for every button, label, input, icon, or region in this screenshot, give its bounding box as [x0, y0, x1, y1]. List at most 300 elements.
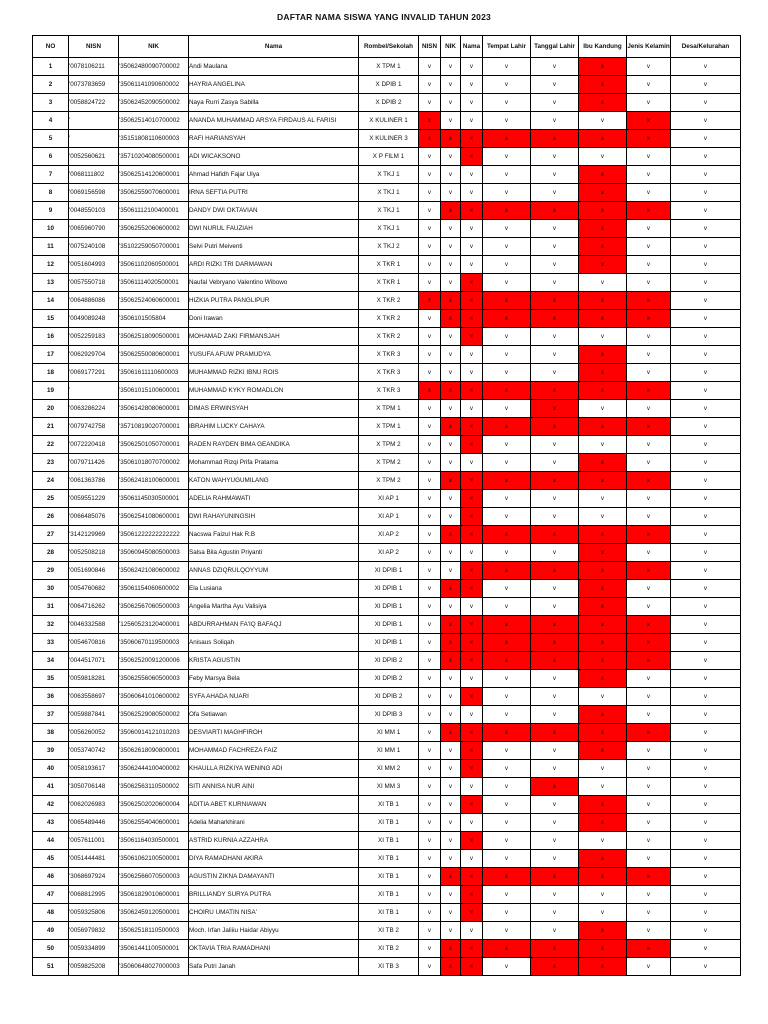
table-row [33, 616, 741, 634]
desa-kelurahan-check: v [671, 130, 741, 148]
rombel-cell: XI DPIB 2 [359, 688, 419, 706]
nik-check: v [441, 220, 461, 238]
rombel-cell: X KULINER 1 [359, 112, 419, 130]
nisn-check: v [419, 724, 441, 742]
jenis-kelamin-check: v [627, 148, 671, 166]
header-nisn: NISN [69, 36, 119, 58]
nama-check: x [461, 634, 483, 652]
rombel-cell: XI DPIB 1 [359, 616, 419, 634]
rombel-cell: XI TB 1 [359, 832, 419, 850]
nama-cell: Selvi Putri Meiventi [189, 238, 359, 256]
tanggal-lahir-check: v [531, 580, 579, 598]
ibu-kandung-check: v [579, 886, 627, 904]
rombel-cell: XI MM 3 [359, 778, 419, 796]
nik-check: v [441, 796, 461, 814]
row-number: 23 [33, 454, 69, 472]
tanggal-lahir-check: v [531, 436, 579, 454]
jenis-kelamin-check: v [627, 58, 671, 76]
nik-check: v [441, 814, 461, 832]
rombel-cell: X TPM 1 [359, 400, 419, 418]
ibu-kandung-check: x [579, 940, 627, 958]
table-row [33, 238, 741, 256]
tempat-lahir-check: v [483, 364, 531, 382]
nik-cell: '35062452090500002 [119, 94, 189, 112]
nik-check: v [441, 508, 461, 526]
tanggal-lahir-check: v [531, 364, 579, 382]
nik-cell: '35062529080500002 [119, 706, 189, 724]
ibu-kandung-check: x [579, 616, 627, 634]
table-row [33, 796, 741, 814]
row-number: 20 [33, 400, 69, 418]
nama-cell: Angelia Martha Ayu Valisiya [189, 598, 359, 616]
desa-kelurahan-check: v [671, 562, 741, 580]
table-row [33, 832, 741, 850]
jenis-kelamin-check: v [627, 742, 671, 760]
jenis-kelamin-check: v [627, 814, 671, 832]
ibu-kandung-check: x [579, 796, 627, 814]
nik-check: x [441, 580, 461, 598]
tempat-lahir-check: v [483, 598, 531, 616]
nik-cell: '35062567060500003 [119, 598, 189, 616]
nik-check: v [441, 346, 461, 364]
tempat-lahir-check: v [483, 886, 531, 904]
nik-cell: '35061145030500001 [119, 490, 189, 508]
desa-kelurahan-check: v [671, 454, 741, 472]
nisn-check: v [419, 490, 441, 508]
jenis-kelamin-check: v [627, 760, 671, 778]
tempat-lahir-check: v [483, 490, 531, 508]
nama-cell: Naufal Vebryano Valentino Wibowo [189, 274, 359, 292]
nik-cell: '35061015100600001 [119, 382, 189, 400]
nisn-cell: '0065960790 [69, 220, 119, 238]
nik-check: v [441, 832, 461, 850]
tanggal-lahir-check: v [531, 814, 579, 832]
nisn-cell: '0046332588 [69, 616, 119, 634]
desa-kelurahan-check: v [671, 850, 741, 868]
header-desa-kelurahan: Desa/Kelurahan [671, 36, 741, 58]
ibu-kandung-check: v [579, 778, 627, 796]
header-rombel: Rombel/Sekolah [359, 36, 419, 58]
jenis-kelamin-check: v [627, 274, 671, 292]
tempat-lahir-check: v [483, 688, 531, 706]
rombel-cell: XI TB 1 [359, 904, 419, 922]
nisn-check: v [419, 850, 441, 868]
jenis-kelamin-check: x [627, 418, 671, 436]
tempat-lahir-check: x [483, 202, 531, 220]
tempat-lahir-check: x [483, 652, 531, 670]
tempat-lahir-check: x [483, 940, 531, 958]
nama-check: x [461, 742, 483, 760]
rombel-cell: X TKJ 1 [359, 202, 419, 220]
nisn-check: v [419, 454, 441, 472]
nama-cell: ADELIA RAHMAWATI [189, 490, 359, 508]
tempat-lahir-check: x [483, 562, 531, 580]
jenis-kelamin-check: x [627, 472, 671, 490]
tanggal-lahir-check: v [531, 688, 579, 706]
nama-cell: RADEN RAYDEN BIMA GEANDIKA [189, 436, 359, 454]
nama-check: v [461, 220, 483, 238]
nisn-check: v [419, 76, 441, 94]
tempat-lahir-check: v [483, 346, 531, 364]
nik-check: v [441, 112, 461, 130]
row-number: 38 [33, 724, 69, 742]
row-number: 14 [33, 292, 69, 310]
row-number: 48 [33, 904, 69, 922]
nama-cell: SITI ANNISA NUR AINI [189, 778, 359, 796]
desa-kelurahan-check: v [671, 490, 741, 508]
nisn-check: v [419, 598, 441, 616]
jenis-kelamin-check: v [627, 778, 671, 796]
desa-kelurahan-check: v [671, 436, 741, 454]
desa-kelurahan-check: v [671, 670, 741, 688]
row-number: 18 [33, 364, 69, 382]
nik-cell: '35060648027000003 [119, 958, 189, 976]
nama-check: v [461, 256, 483, 274]
nik-check: v [441, 238, 461, 256]
table-row [33, 130, 741, 148]
tanggal-lahir-check: v [531, 508, 579, 526]
nisn-cell: '0059818281 [69, 670, 119, 688]
nik-cell: '35062524060600001 [119, 292, 189, 310]
rombel-cell: X TKJ 2 [359, 238, 419, 256]
nama-check: x [461, 724, 483, 742]
tempat-lahir-check: v [483, 850, 531, 868]
desa-kelurahan-check: v [671, 400, 741, 418]
rombel-cell: X TKR 1 [359, 274, 419, 292]
nisn-check: v [419, 652, 441, 670]
row-number: 5 [33, 130, 69, 148]
nik-cell: '35061141090600002 [119, 76, 189, 94]
tanggal-lahir-check: v [531, 796, 579, 814]
desa-kelurahan-check: v [671, 328, 741, 346]
table-row [33, 382, 741, 400]
jenis-kelamin-check: v [627, 76, 671, 94]
nik-check: x [441, 724, 461, 742]
nik-cell: '35062563110500002 [119, 778, 189, 796]
nama-check: v [461, 364, 483, 382]
nama-check: v [461, 778, 483, 796]
jenis-kelamin-check: v [627, 886, 671, 904]
nama-cell: RAFI HARIANSYAH [189, 130, 359, 148]
jenis-kelamin-check: v [627, 904, 671, 922]
ibu-kandung-check: x [579, 598, 627, 616]
table-row [33, 850, 741, 868]
nik-cell: '35062418100600001 [119, 472, 189, 490]
nik-check: v [441, 328, 461, 346]
desa-kelurahan-check: v [671, 256, 741, 274]
tempat-lahir-check: v [483, 544, 531, 562]
nik-cell: '35061829010600001 [119, 886, 189, 904]
tanggal-lahir-check: v [531, 706, 579, 724]
tanggal-lahir-check: v [531, 850, 579, 868]
desa-kelurahan-check: v [671, 760, 741, 778]
rombel-cell: X TKR 2 [359, 328, 419, 346]
nik-check: x [441, 382, 461, 400]
nik-cell: '35062552060600002 [119, 220, 189, 238]
nama-check: x [461, 418, 483, 436]
nama-cell: AGUSTIN ZIKNA DAMAYANTI [189, 868, 359, 886]
desa-kelurahan-check: v [671, 238, 741, 256]
tempat-lahir-check: v [483, 148, 531, 166]
jenis-kelamin-check: v [627, 796, 671, 814]
rombel-cell: XI DPIB 1 [359, 580, 419, 598]
rombel-cell: X TKJ 1 [359, 166, 419, 184]
table-row [33, 184, 741, 202]
nama-check: x [461, 760, 483, 778]
tempat-lahir-check: v [483, 328, 531, 346]
nama-cell: IBRAHIM LUCKY CAHAYA [189, 418, 359, 436]
nisn-check: v [419, 742, 441, 760]
nik-cell: '35062566070500003 [119, 868, 189, 886]
rombel-cell: XI TB 1 [359, 796, 419, 814]
jenis-kelamin-check: v [627, 220, 671, 238]
nisn-cell: '0052259183 [69, 328, 119, 346]
nik-check: v [441, 166, 461, 184]
nik-check: v [441, 598, 461, 616]
rombel-cell: X TKJ 1 [359, 184, 419, 202]
rombel-cell: XI TB 2 [359, 922, 419, 940]
table-row [33, 904, 741, 922]
tanggal-lahir-check: v [531, 220, 579, 238]
nik-cell: '35151808110600003 [119, 130, 189, 148]
tanggal-lahir-check: v [531, 76, 579, 94]
row-number: 7 [33, 166, 69, 184]
table-row [33, 868, 741, 886]
nama-check: x [461, 310, 483, 328]
nama-cell: Doni Irawan [189, 310, 359, 328]
nama-check: x [461, 688, 483, 706]
nik-cell: '35062518110500003 [119, 922, 189, 940]
nik-cell: '35061164030500001 [119, 832, 189, 850]
tempat-lahir-check: v [483, 76, 531, 94]
nisn-cell: '0069177291 [69, 364, 119, 382]
nama-check: v [461, 346, 483, 364]
nisn-check: v [419, 472, 441, 490]
nik-check: x [441, 292, 461, 310]
row-number: 9 [33, 202, 69, 220]
nik-cell: '35060641010600002 [119, 688, 189, 706]
desa-kelurahan-check: v [671, 310, 741, 328]
desa-kelurahan-check: v [671, 346, 741, 364]
nama-cell: YUSUFA AFUW PRAMUDYA [189, 346, 359, 364]
nik-check: x [441, 526, 461, 544]
nik-cell: '35061428080600001 [119, 400, 189, 418]
ibu-kandung-check: x [579, 202, 627, 220]
row-number: 1 [33, 58, 69, 76]
desa-kelurahan-check: v [671, 94, 741, 112]
ibu-kandung-check: x [579, 382, 627, 400]
table-row [33, 436, 741, 454]
row-number: 8 [33, 184, 69, 202]
nik-check: v [441, 886, 461, 904]
tempat-lahir-check: v [483, 796, 531, 814]
table-row [33, 400, 741, 418]
nama-check: v [461, 706, 483, 724]
tanggal-lahir-check: v [531, 832, 579, 850]
nik-cell: '35062421080600002 [119, 562, 189, 580]
nik-cell: '35060914121010203 [119, 724, 189, 742]
nik-check: x [441, 868, 461, 886]
rombel-cell: XI DPIB 3 [359, 706, 419, 724]
ibu-kandung-check: x [579, 670, 627, 688]
nama-cell: BRILLIANDY SURYA PUTRA [189, 886, 359, 904]
jenis-kelamin-check: v [627, 328, 671, 346]
tanggal-lahir-check: v [531, 886, 579, 904]
tempat-lahir-check: x [483, 292, 531, 310]
ibu-kandung-check: v [579, 400, 627, 418]
nama-check: v [461, 166, 483, 184]
header-nama: Nama [189, 36, 359, 58]
tempat-lahir-check: v [483, 454, 531, 472]
desa-kelurahan-check: v [671, 904, 741, 922]
row-number: 16 [33, 328, 69, 346]
desa-kelurahan-check: v [671, 76, 741, 94]
nama-check: x [461, 832, 483, 850]
nisn-cell: '0078106211 [69, 58, 119, 76]
jenis-kelamin-check: v [627, 454, 671, 472]
nisn-cell: '3050706148 [69, 778, 119, 796]
rombel-cell: XI TB 2 [359, 940, 419, 958]
ibu-kandung-check: x [579, 166, 627, 184]
nisn-check: v [419, 526, 441, 544]
tempat-lahir-check: v [483, 508, 531, 526]
nisn-check: v [419, 508, 441, 526]
ibu-kandung-check: x [579, 76, 627, 94]
table-row [33, 274, 741, 292]
nisn-cell: ' [69, 382, 119, 400]
tempat-lahir-check: v [483, 778, 531, 796]
tanggal-lahir-check: x [531, 634, 579, 652]
nisn-check: v [419, 148, 441, 166]
rombel-cell: XI AP 1 [359, 490, 419, 508]
tanggal-lahir-check: v [531, 670, 579, 688]
row-number: 11 [33, 238, 69, 256]
rombel-cell: X TKR 3 [359, 364, 419, 382]
table-row [33, 220, 741, 238]
row-number: 22 [33, 436, 69, 454]
nama-check: v [461, 598, 483, 616]
nisn-check: v [419, 580, 441, 598]
nama-cell: IRNA SEFTIA PUTRI [189, 184, 359, 202]
nama-cell: DIYA RAMADHANI AKIRA [189, 850, 359, 868]
tanggal-lahir-check: v [531, 184, 579, 202]
nik-cell: '35061611110600003 [119, 364, 189, 382]
tempat-lahir-check: x [483, 868, 531, 886]
nisn-check: v [419, 58, 441, 76]
row-number: 37 [33, 706, 69, 724]
nama-cell: Nacswa Faizul Hak R.B [189, 526, 359, 544]
desa-kelurahan-check: v [671, 886, 741, 904]
row-number: 50 [33, 940, 69, 958]
nama-cell: Naya Rurri Zasya Sabilla [189, 94, 359, 112]
nisn-check: v [419, 544, 441, 562]
tempat-lahir-check: v [483, 166, 531, 184]
nama-check: v [461, 112, 483, 130]
nisn-check: v [419, 328, 441, 346]
nama-check: x [461, 436, 483, 454]
nisn-cell: '0058193617 [69, 760, 119, 778]
jenis-kelamin-check: v [627, 670, 671, 688]
ibu-kandung-check: v [579, 328, 627, 346]
nama-cell: MOHAMMAD FACHREZA FAIZ [189, 742, 359, 760]
table-row [33, 724, 741, 742]
desa-kelurahan-check: v [671, 220, 741, 238]
desa-kelurahan-check: v [671, 166, 741, 184]
nisn-check: v [419, 688, 441, 706]
desa-kelurahan-check: v [671, 616, 741, 634]
nama-cell: DESVIARTI MAGHFIROH [189, 724, 359, 742]
nisn-cell: '0066485076 [69, 508, 119, 526]
rombel-cell: X TPM 2 [359, 436, 419, 454]
nisn-cell: '0068812995 [69, 886, 119, 904]
nama-check: x [461, 562, 483, 580]
nama-cell: Adelia Maharkhirani [189, 814, 359, 832]
table-row [33, 814, 741, 832]
desa-kelurahan-check: v [671, 814, 741, 832]
nisn-check: v [419, 796, 441, 814]
nisn-cell: ' [69, 112, 119, 130]
nama-check: v [461, 238, 483, 256]
nisn-cell: '0057550718 [69, 274, 119, 292]
jenis-kelamin-check: v [627, 688, 671, 706]
row-number: 6 [33, 148, 69, 166]
nik-cell: '35710819020700001 [119, 418, 189, 436]
table-row [33, 310, 741, 328]
nisn-check: v [419, 778, 441, 796]
jenis-kelamin-check: v [627, 346, 671, 364]
tanggal-lahir-check: x [531, 292, 579, 310]
nama-cell: HIZKIA PUTRA PANGLIPUR [189, 292, 359, 310]
ibu-kandung-check: x [579, 526, 627, 544]
desa-kelurahan-check: v [671, 958, 741, 976]
ibu-kandung-check: x [579, 454, 627, 472]
nama-cell: CHOIRU UMATIN NISA' [189, 904, 359, 922]
nisn-check: v [419, 364, 441, 382]
nik-check: v [441, 436, 461, 454]
rombel-cell: X TKR 3 [359, 382, 419, 400]
nama-cell: DANDY DWI OKTAVIAN [189, 202, 359, 220]
nama-cell: MOHAMAD ZAKI FIRMANSJAH [189, 328, 359, 346]
table-row [33, 112, 741, 130]
rombel-cell: X TKJ 1 [359, 220, 419, 238]
table-row [33, 922, 741, 940]
nama-cell: Ofa Setiawan [189, 706, 359, 724]
nama-check: x [461, 274, 483, 292]
ibu-kandung-check: x [579, 922, 627, 940]
table-row [33, 328, 741, 346]
nisn-cell: '0079711426 [69, 454, 119, 472]
row-number: 30 [33, 580, 69, 598]
table-row [33, 508, 741, 526]
nama-cell: MUHAMMAD RIZKI IBNU ROIS [189, 364, 359, 382]
nisn-check: v [419, 706, 441, 724]
nik-check: v [441, 562, 461, 580]
desa-kelurahan-check: v [671, 742, 741, 760]
jenis-kelamin-check: v [627, 256, 671, 274]
nama-check: x [461, 490, 483, 508]
table-row [33, 256, 741, 274]
nik-cell: '35062502020600004 [119, 796, 189, 814]
nisn-cell: '0056260052 [69, 724, 119, 742]
nama-check: x [461, 382, 483, 400]
table-row [33, 886, 741, 904]
row-number: 2 [33, 76, 69, 94]
nisn-cell: '0051444481 [69, 850, 119, 868]
tempat-lahir-check: v [483, 832, 531, 850]
tempat-lahir-check: x [483, 418, 531, 436]
nama-check: v [461, 454, 483, 472]
rombel-cell: X KULINER 3 [359, 130, 419, 148]
